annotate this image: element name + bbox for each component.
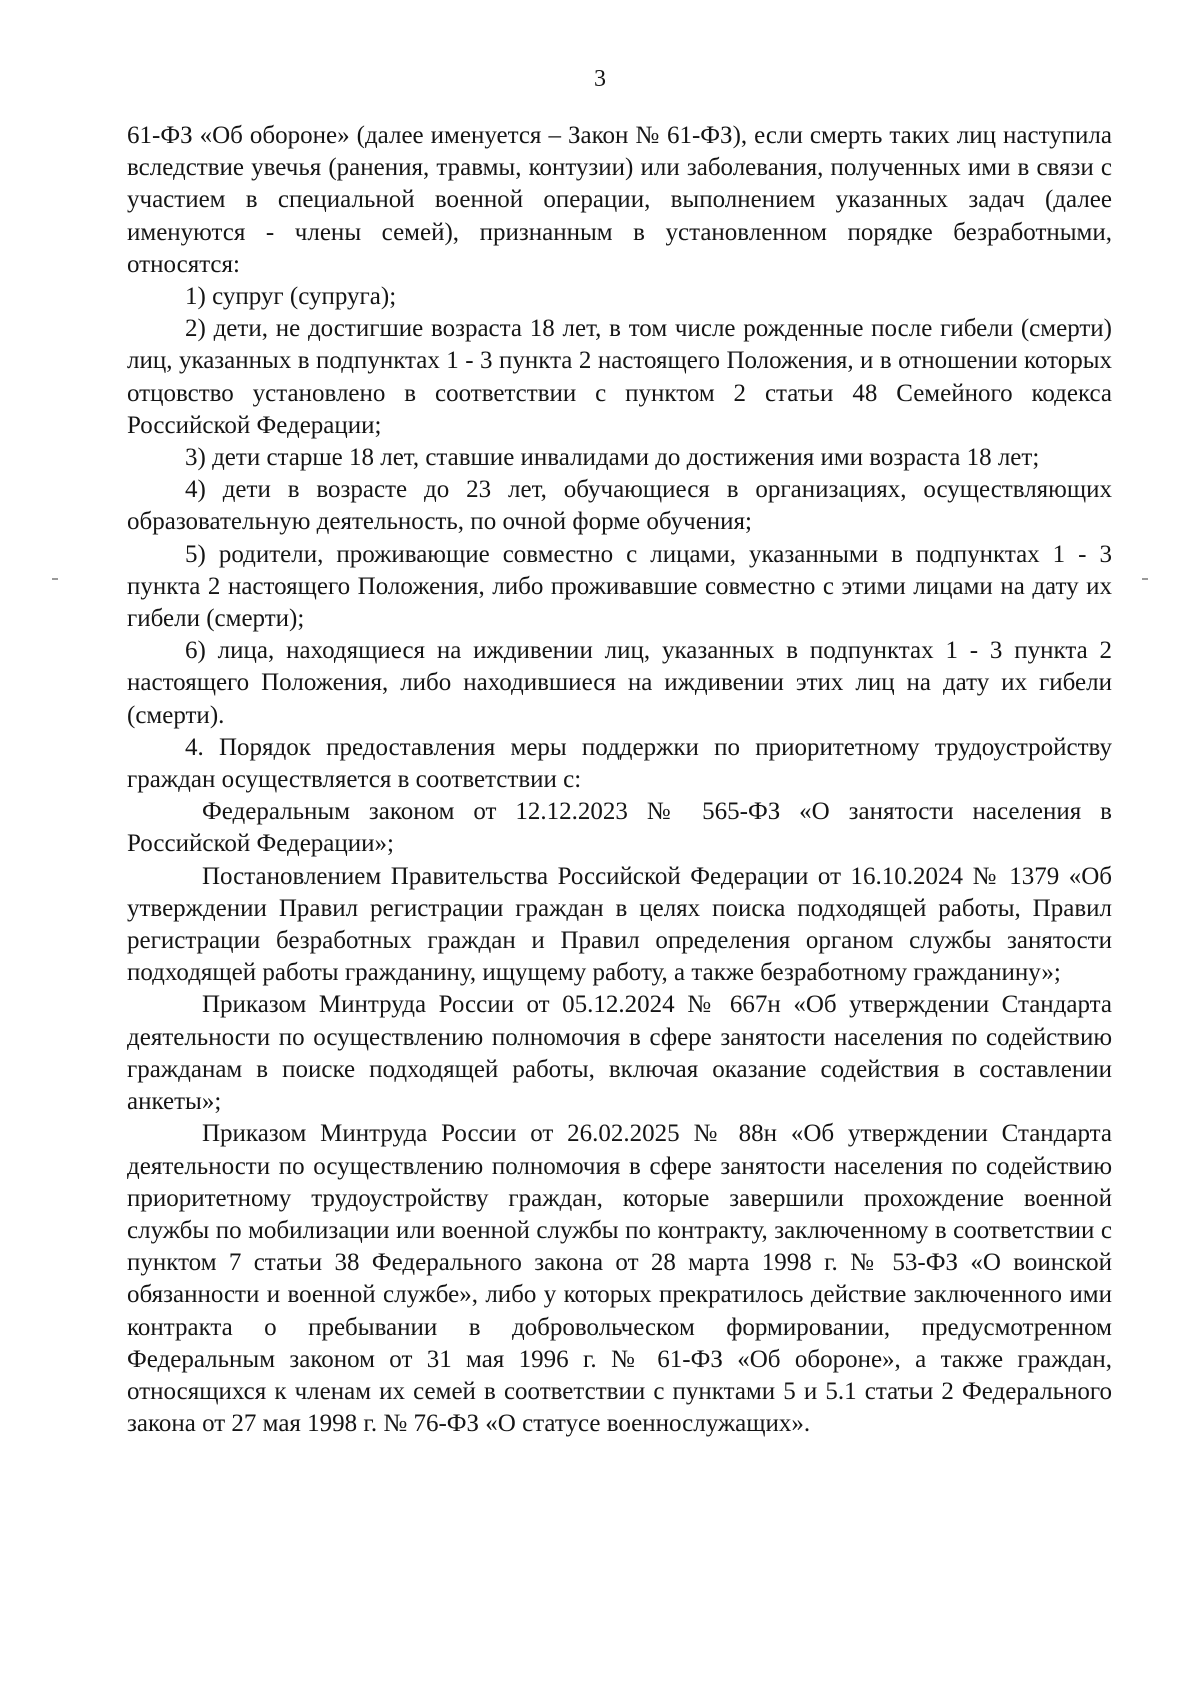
list-item-4: 4) дети в возрасте до 23 лет, обучающиеся в организациях, осуществляющих образовательную деятельность, по очной форме обучения;	[127, 476, 1112, 536]
list-item-5: 5) родители, проживающие совместно с лицами, указанными в подпунктах 1 - 3 пункта 2 настоящего Положения, либо проживавшие совместно с этими лицами на дату их гибели (смерти);	[127, 540, 1112, 633]
scan-margin-mark	[1142, 578, 1148, 580]
list-item-2: 2) дети, не достигшие возраста 18 лет, в том числе рожденные после гибели (смерти) лиц, указанных в подпунктах 1 - 3 пункта 2 настоящего Положения, и в отношении которых отцовство установлено в соответствии с пунктом 2 статьи 48 Семейного кодекса Российской Федерации;	[127, 315, 1112, 439]
page-number: 3	[594, 66, 606, 92]
paragraph-continuation: 61-ФЗ «Об обороне» (далее именуется – Закон № 61-ФЗ), если смерть таких лиц наступила вследствие увечья (ранения, травмы, контузии) или заболевания, полученных ими в связи с участием в специальной военной операции, выполнением указанных задач (далее именуются - члены семей), признанным в установленном порядке безработными, относятся:	[127, 122, 1112, 278]
law-reference-order-667n: Приказом Минтруда России от 05.12.2024 № 667н «Об утверждении Стандарта деятельности по осуществлению полномочия в сфере занятости населения по содействию гражданам в поиске подходящей работы, включая оказание содействия в составлении анкеты»;	[127, 991, 1112, 1116]
law-reference-order-88n: Приказом Минтруда России от 26.02.2025 № 88н «Об утверждении Стандарта деятельности по осуществлению полномочия в сфере занятости населения по содействию приоритетному трудоустройству граждан, которые завершили прохождение военной службы по мобилизации или военной службы по контракту, заключенному в соответствии с пунктом 7 статьи 38 Федерального закона от 28 марта 1998 г. № 53-ФЗ «О воинской обязанности и военной службе», либо у которых прекратилось действие заключенного ими контракта о пребывании в добровольческом формировании, предусмотренном Федеральным законом от 31 мая 1996 г. № 61-ФЗ «Об обороне», а также граждан, относящихся к членам их семей в соответствии с пунктами 5 и 5.1 статьи 2 Федерального закона от 27 мая 1998 г. № 76-ФЗ «О статусе военнослужащих».	[127, 1120, 1112, 1438]
document-body	[127, 120, 1112, 1440]
law-reference-decree-1379: Постановлением Правительства Российской Федерации от 16.10.2024 № 1379 «Об утверждении Правил регистрации граждан в целях поиска подходящей работы, Правил регистрации безработных граждан и Правил определения органом службы занятости подходящей работы гражданину, ищущему работу, а также безработному гражданину»;	[127, 862, 1112, 987]
list-item-6: 6) лица, находящиеся на иждивении лиц, указанных в подпунктах 1 - 3 пункта 2 настоящего Положения, либо находившиеся на иждивении этих лиц на дату их гибели (смерти).	[127, 637, 1112, 729]
list-item-3: 3) дети старше 18 лет, ставшие инвалидами до достижения ими возраста 18 лет;	[185, 444, 1040, 472]
section-4-paragraph: 4. Порядок предоставления меры поддержки по приоритетному трудоустройству граждан осуществляется в соответствии с:	[127, 733, 1112, 794]
law-reference-565fz: Федеральным законом от 12.12.2023 № 565-ФЗ «О занятости населения в Российской Федерации»;	[127, 798, 1112, 858]
list-item-1: 1) супруг (супруга);	[185, 283, 397, 311]
scan-margin-mark	[52, 578, 58, 580]
